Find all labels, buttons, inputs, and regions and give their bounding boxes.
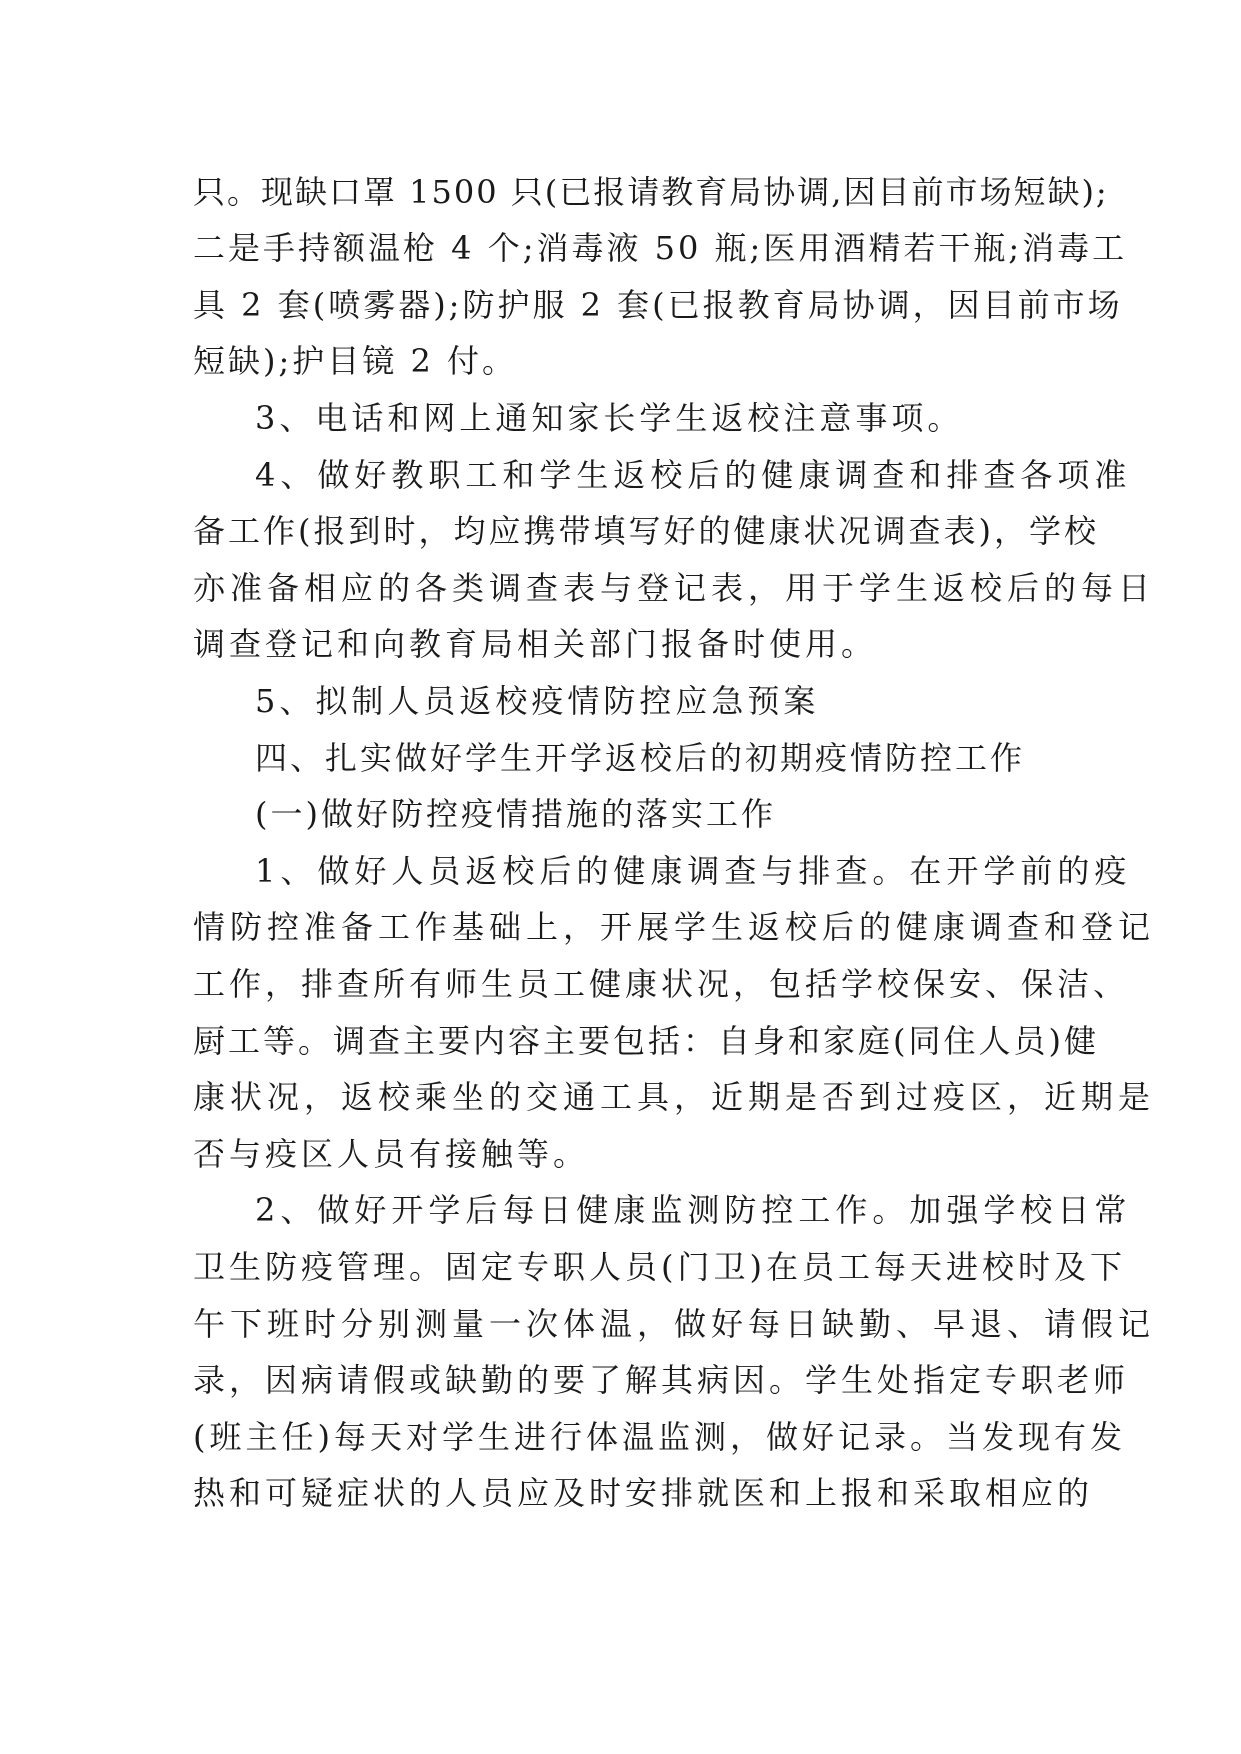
text-line: 厨工等。调查主要内容主要包括：自身和家庭(同住人员)健: [193, 1022, 1099, 1060]
subsection-heading: (一)做好防控疫情措施的落实工作: [255, 795, 776, 833]
text-line: 情防控准备工作基础上，开展学生返校后的健康调查和登记: [193, 908, 1156, 946]
text-line: 二是手持额温枪 4 个;消毒液 50 瓶;医用酒精若干瓶;消毒工: [193, 229, 1128, 267]
text-line: 5、拟制人员返校疫情防控应急预案: [255, 682, 820, 720]
text-line: 康状况，返校乘坐的交通工具，近期是否到过疫区，近期是: [193, 1078, 1156, 1116]
text-line: 卫生防疫管理。固定专职人员(门卫)在员工每天进校时及下: [193, 1248, 1126, 1286]
text-line: 具 2 套(喷雾器);防护服 2 套(已报教育局协调，因目前市场: [193, 286, 1123, 324]
text-line: 3、电话和网上通知家长学生返校注意事项。: [255, 399, 964, 437]
text-line: 热和可疑症状的人员应及时安排就医和上报和采取相应的: [193, 1474, 1094, 1512]
text-line: (班主任)每天对学生进行体温监测，做好记录。当发现有发: [193, 1418, 1126, 1456]
text-line: 亦准备相应的各类调查表与登记表，用于学生返校后的每日: [193, 569, 1156, 607]
text-line: 备工作(报到时，均应携带填写好的健康状况调查表)，学校: [193, 512, 1099, 550]
text-line: 否与疫区人员有接触等。: [193, 1135, 590, 1173]
text-line: 录，因病请假或缺勤的要了解其病因。学生处指定专职老师: [193, 1361, 1130, 1399]
text-line: 2、做好开学后每日健康监测防控工作。加强学校日常: [255, 1191, 1132, 1229]
text-line: 只。现缺口罩 1500 只(已报请教育局协调,因目前市场短缺);: [193, 173, 1109, 211]
section-heading: 四、扎实做好学生开学返校后的初期疫情防控工作: [255, 739, 1026, 777]
text-line: 调查登记和向教育局相关部门报备时使用。: [193, 625, 878, 663]
text-line: 1、做好人员返校后的健康调查与排查。在开学前的疫: [255, 852, 1132, 890]
text-line: 短缺);护目镜 2 付。: [193, 342, 517, 380]
text-line: 4、做好教职工和学生返校后的健康调查和排查各项准: [255, 456, 1132, 494]
text-line: 工作，排查所有师生员工健康状况，包括学校保安、保洁、: [193, 965, 1130, 1003]
text-line: 午下班时分别测量一次体温，做好每日缺勤、早退、请假记: [193, 1305, 1156, 1343]
